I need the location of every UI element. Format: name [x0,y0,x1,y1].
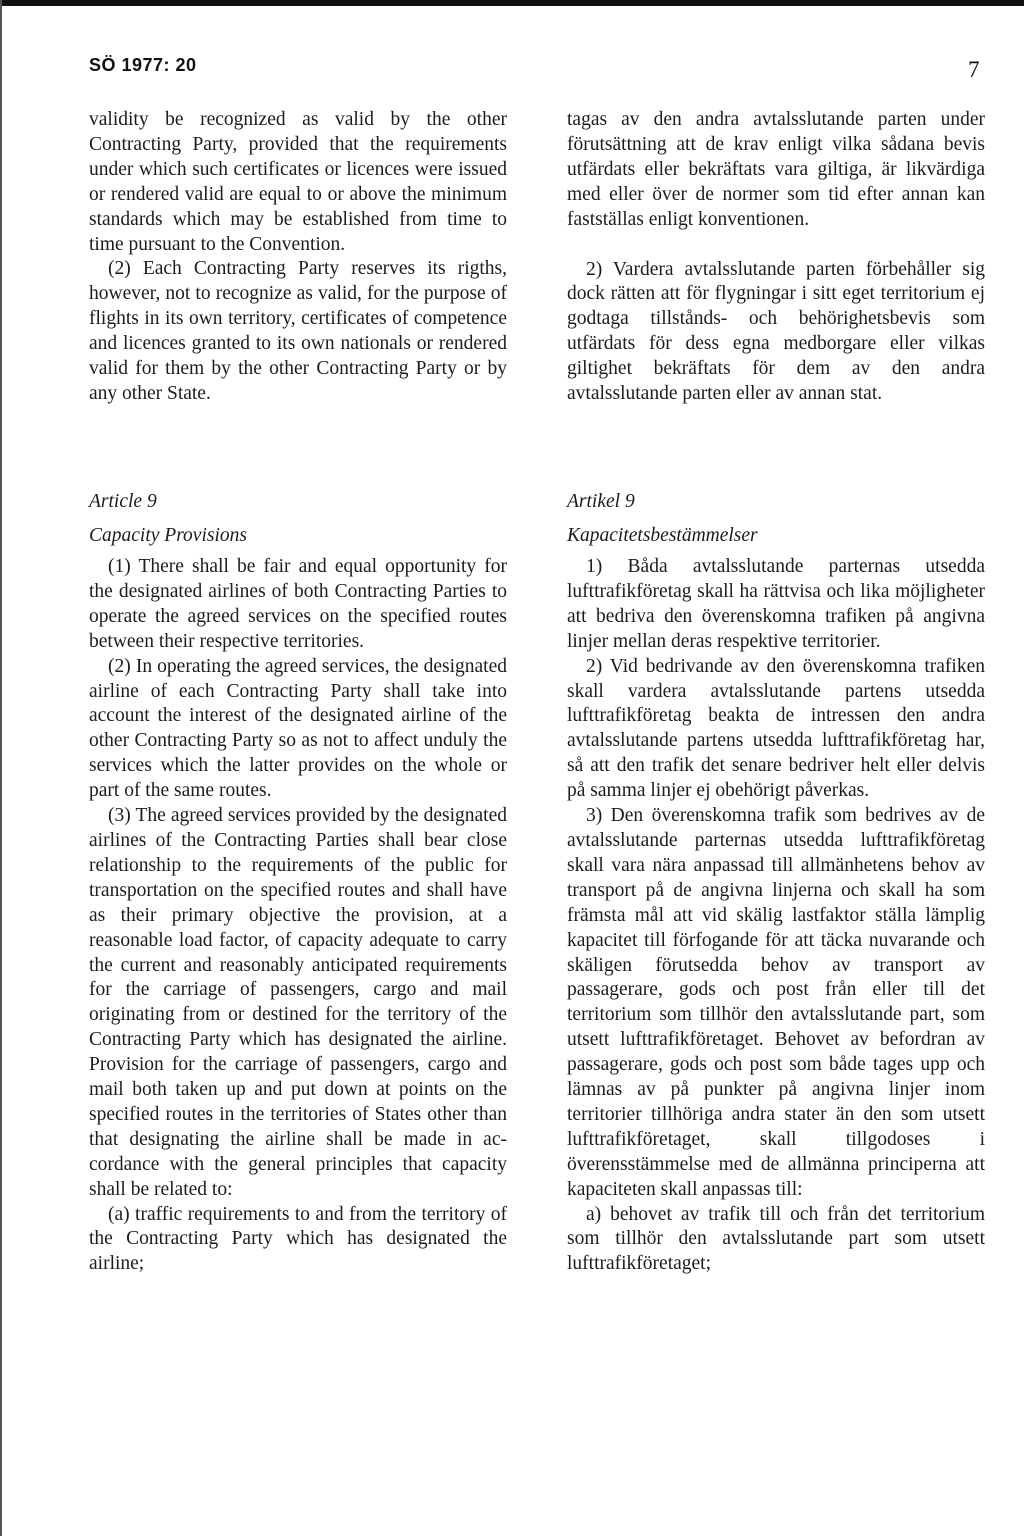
swedish-article-paragraph: a) behovet av trafik till och från det territorium som tillhör den avtalsslutande part som utsett lufttrafikföretaget; [567,1203,985,1275]
swedish-article-paragraph: 2) Vid bedrivande av den överenskomna trafiken skall vardera avtalsslutande partens utsedda lufttrafikföretag beakta de intressen den andra avtalsslutande partens utsedda lufttrafikföretag har, så att den trafik det senare bedriver helt eller delvis på samma linjer ej obehörigt påverkas. [567,655,985,802]
english-section-title: Capacity Provisions [89,525,247,546]
swedish-article-body [567,555,985,1277]
english-article-paragraph: (a) traffic requirements to and from the territory of the Contracting Party which has designated the airline; [89,1203,507,1275]
english-intro-column [89,108,507,407]
english-article-paragraph: (2) In operating the agreed services, the designated airline of each Contracting Party shall take into account the interest of the designated airline of the other Contracting Party so as not to affect unduly the services which the latter provides on the whole or part of the same routes. [89,655,507,802]
document-identifier: SÖ 1977: 20 [89,55,197,75]
swedish-intro-paragraph: tagas av den andra avtalsslutande parten under förutsättning att de krav enligt vilka sådana bevis utfärdats eller bekräftats vara giltiga, är likvärdiga med eller över de normer som tid efter annan kan fastställas enligt konventionen. [567,109,985,230]
page-number: 7 [968,57,980,82]
left-page-edge [0,0,2,1536]
top-border-rule [0,0,1024,6]
swedish-article-paragraph: 3) Den överenskomna trafik som bedrives av de avtalsslutande parternas utsedda lufttrafikföretag skall vara nära anpassad till allmänhetens behov av transport på de angivna linjerna och skall ha som främsta mål att vid skälig lastfaktor ställa lämplig kapacitet till förfogande för att täcka nuvarande och skäligen förutsedda behov av transport av passagerare, gods och post från eller till det territorium som tillhör den avtalsslutande part, som utsett lufttrafikföretaget. Behovet av befordran av passagerare, gods och post som både tages upp och lämnas av på punkter på angivna linjer inom territorier tillhöriga andra stater än den som utsett lufttrafikföretaget, skall tillgodoses i överensstämmelse med de allmänna principerna att kapaciteten skall anpassas till: [567,805,985,1200]
swedish-intro-column [567,108,985,407]
english-article-title: Article 9 [89,491,157,512]
swedish-article-title: Artikel 9 [567,491,635,512]
english-article-body [89,555,507,1277]
swedish-intro-paragraph: 2) Vardera avtalsslutande parten förbehåller sig dock rätten att för flygningar i sitt eget territorium ej godtaga tillstånds- och behörighetsbevis som utfärdats för dess egna medborgare eller vilkas giltighet bekräftats för dem av den andra avtalsslutande parten eller av annan stat. [567,258,985,405]
english-article-paragraph: (3) The agreed services provided by the designated airlines of the Contracting Parties shall bear close relationship to the requirements of the public for transportation on the specified routes and shall have as their primary objective the provision, at a reasonable load factor, of capacity adequate to carry the current and reasonably anticipated requirements for the carriage of passengers, cargo and mail originating from or destined for the territory of the Contracting Party which has designated the airline. Provision for the carriage of passengers, cargo and mail both taken up and put down at points on the specified routes in the territories of States other than that designating the airline shall be made in accordance with the general principles that capacity shall be related to: [89,805,507,1200]
english-intro-paragraph: (2) Each Contracting Party reserves its rigths, however, not to recognize as valid, for the purpose of flights in its own territory, certificates of competence and licences granted to its own nationals or rendered valid for them by the other Contracting Party or by any other State. [89,258,507,404]
english-article-paragraph: (1) There shall be fair and equal opportunity for the designated airlines of both Contracting Parties to operate the agreed services on the specified routes between their respective territories. [89,556,507,652]
swedish-section-title: Kapacitetsbestämmelser [567,525,758,546]
swedish-article-paragraph: 1) Båda avtalsslutande parternas utsedda lufttrafikföretag skall ha rättvisa och lika möjligheter att bedriva den överenskomna trafiken på angivna linjer mellan deras respektive territorier. [567,556,985,652]
english-intro-paragraph: validity be recognized as valid by the other Contracting Party, provided that the requirements under which such certificates or licences were issued or rendered valid are equal to or above the minimum standards which may be established from time to time pursuant to the Convention. [89,109,507,255]
